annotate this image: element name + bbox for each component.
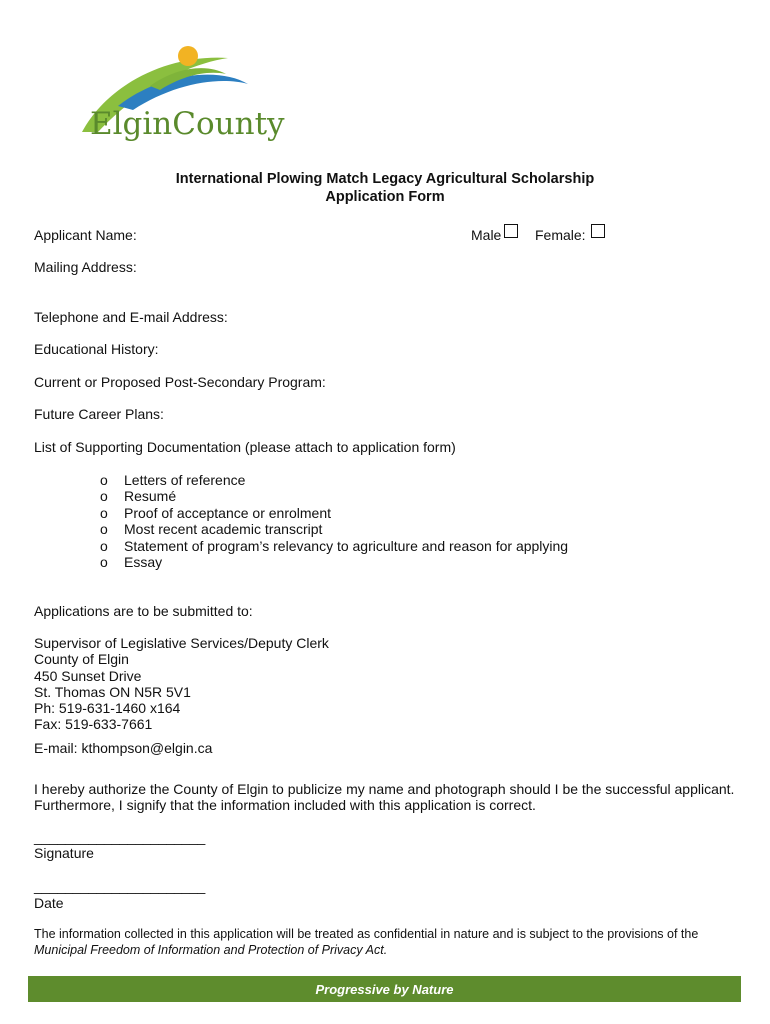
- signature-label: Signature: [34, 845, 94, 861]
- address-line: St. Thomas ON N5R 5V1: [34, 683, 191, 700]
- list-item: [100, 472, 568, 488]
- footer-tagline-bar: [28, 976, 741, 1002]
- date-label: Date: [34, 895, 64, 911]
- submit-heading: Applications are to be submitted to:: [34, 603, 253, 619]
- footer-tagline: Progressive by Nature: [315, 981, 454, 997]
- date-line[interactable]: ______________________: [34, 878, 206, 894]
- document-item-text: Resumé: [124, 488, 177, 505]
- form-title-line2: Application Form: [325, 189, 445, 205]
- bullet-marker: o: [100, 488, 108, 505]
- telephone-email-label: Telephone and E-mail Address:: [34, 309, 228, 325]
- address-line: County of Elgin: [34, 651, 129, 668]
- female-label: Female:: [535, 227, 586, 243]
- bullet-marker: o: [100, 521, 108, 538]
- bullet-marker: o: [100, 554, 108, 571]
- list-item: [100, 554, 568, 570]
- email-line: E-mail: kthompson@elgin.ca: [34, 740, 213, 756]
- authorization-line2: Furthermore, I signify that the information included with this application is correct.: [34, 797, 536, 813]
- male-label: Male: [471, 227, 502, 243]
- signature-line[interactable]: ______________________: [34, 829, 206, 845]
- privacy-act-name: Municipal Freedom of Information and Protection of Privacy Act.: [34, 943, 388, 957]
- mailing-address-label: Mailing Address:: [34, 259, 137, 275]
- mailing-address-block: [34, 635, 329, 733]
- address-line: Supervisor of Legislative Services/Deputy Clerk: [34, 635, 329, 651]
- document-item-text: Letters of reference: [124, 472, 246, 488]
- program-label: Current or Proposed Post-Secondary Program:: [34, 374, 326, 390]
- document-item-text: Proof of acceptance or enrolment: [124, 504, 332, 521]
- female-checkbox[interactable]: [591, 224, 605, 238]
- list-item: [100, 521, 568, 537]
- privacy-notice-line1: The information collected in this application will be treated as confidential in nature and is subject to the provisions of the: [34, 927, 699, 941]
- list-item: [100, 538, 568, 554]
- phone-line: Ph: 519-631-1460 x164: [34, 700, 181, 717]
- fax-line: Fax: 519-633-7661: [34, 716, 153, 733]
- list-item: [100, 505, 568, 521]
- documents-list: [100, 472, 568, 570]
- logo-wordmark: ElginCounty: [90, 106, 285, 142]
- bullet-marker: o: [100, 472, 108, 488]
- document-item-text: Essay: [124, 554, 163, 571]
- bullet-marker: o: [100, 537, 108, 554]
- applicant-name-label: Applicant Name:: [34, 227, 137, 243]
- address-line: 450 Sunset Drive: [34, 667, 142, 684]
- form-title-line1: International Plowing Match Legacy Agricultural Scholarship: [175, 171, 595, 187]
- privacy-notice: [34, 926, 698, 958]
- career-plans-label: Future Career Plans:: [34, 406, 164, 422]
- supporting-docs-label: List of Supporting Documentation (please attach to application form): [34, 439, 456, 455]
- document-item-text: Statement of program’s relevancy to agriculture and reason for applying: [124, 537, 569, 554]
- document-item-text: Most recent academic transcript: [124, 521, 323, 538]
- male-checkbox[interactable]: [504, 224, 518, 238]
- authorization-line1: I hereby authorize the County of Elgin to publicize my name and photograph should I be the successful applicant.: [34, 781, 735, 797]
- list-item: [100, 488, 568, 504]
- educational-history-label: Educational History:: [34, 341, 159, 357]
- elgin-county-logo: [78, 44, 298, 144]
- bullet-marker: o: [100, 504, 108, 521]
